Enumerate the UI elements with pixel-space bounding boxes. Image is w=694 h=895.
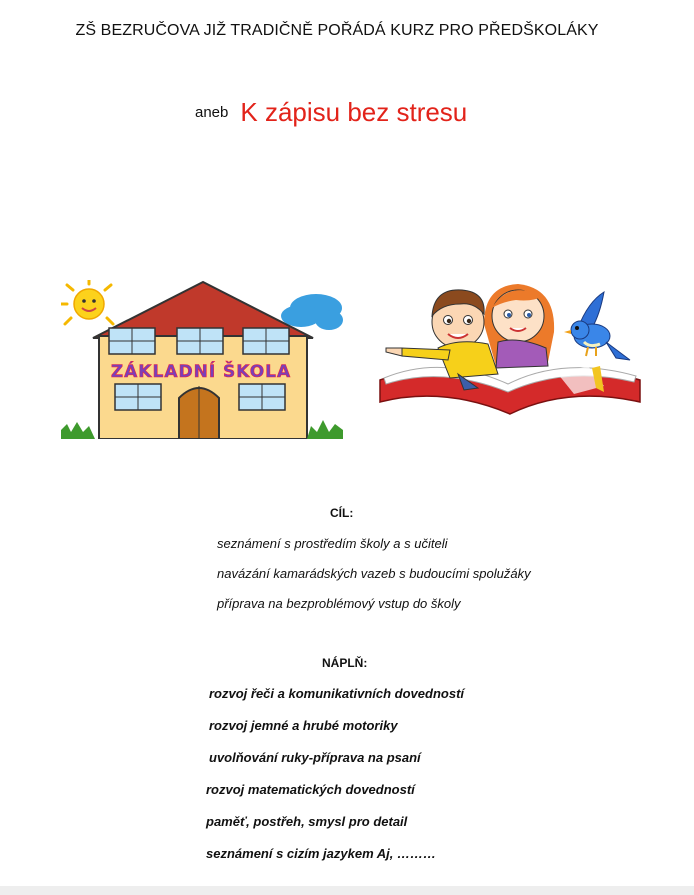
subtitle-prefix: aneb xyxy=(195,104,229,121)
kids-reading-illustration xyxy=(378,262,642,432)
header-title: ZŠ BEZRUČOVA JIŽ TRADIČNĚ POŘÁDÁ KURZ PRO PŘEDŠKOLÁKY xyxy=(75,22,599,39)
content-item: paměť, postřeh, smysl pro detail xyxy=(206,814,408,829)
page-bottom-divider xyxy=(0,886,694,895)
school-sign-text: ZÁKLADNÍ ŠKOLA xyxy=(110,362,292,382)
content-item: rozvoj matematických dovedností xyxy=(206,782,415,797)
goal-item: navázání kamarádských vazeb s budoucími spolužáky xyxy=(217,566,531,581)
goal-item: příprava na bezproblémový vstup do školy xyxy=(217,596,461,611)
page-title: K zápisu bez stresu xyxy=(240,97,468,127)
content-item: rozvoj jemné a hrubé motoriky xyxy=(209,718,398,733)
school-illustration xyxy=(61,280,343,439)
goal-item: seznámení s prostředím školy a s učiteli xyxy=(217,536,448,551)
content-item: uvolňování ruky-příprava na psaní xyxy=(209,750,421,765)
subtitle xyxy=(195,97,467,128)
goal-heading: CÍL: xyxy=(330,506,354,520)
content-item: seznámení s cizím jazykem Aj, ……… xyxy=(206,846,436,861)
content-item: rozvoj řeči a komunikativních dovedností xyxy=(209,686,465,701)
content-heading: NÁPLŇ: xyxy=(322,656,368,670)
